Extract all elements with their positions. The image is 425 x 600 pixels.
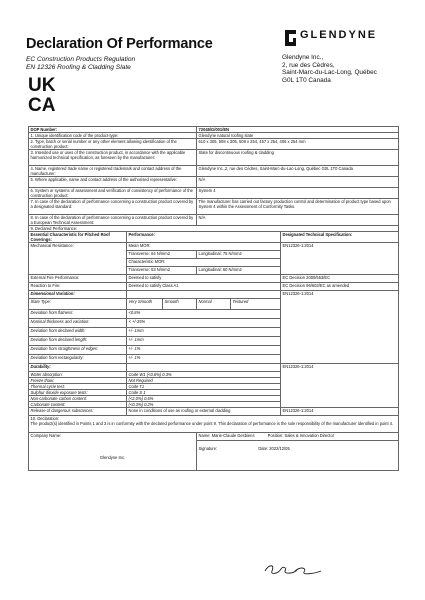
item-value: N/A [197, 177, 399, 188]
fire-reaction-value: Deemed to satisfy Class A1 [127, 283, 281, 291]
declaration-text: The product(s) identified in Points 1 and 3 is in conformity with the declared performance under point 9. This declaration of performance is the sole responsibility of the manufacturer identified in point 4. [30, 421, 394, 426]
dimension-label: Deviation from declared width: [29, 328, 127, 337]
subtitle-standard: EN 12326 Roofing & Cladding Slate [26, 64, 131, 71]
dimension-label: Deviation from flatness: [29, 310, 127, 319]
item-value: Glendyne natural roofing slate [197, 133, 399, 139]
table-row [29, 416, 399, 433]
ukca-mark-ca: CA [28, 95, 56, 114]
item-label: 1. Unique identification code of the product-type: [29, 133, 197, 139]
durability-row-value: Code S 1 [127, 390, 281, 396]
ukca-mark-uk: UK [28, 75, 56, 96]
dimension-value: < +/-35% [127, 319, 281, 328]
table-row [29, 243, 399, 251]
mechanical-spec: EN12326-1:2014 [281, 243, 399, 275]
durability-row-label: Freeze thaw: [29, 378, 127, 384]
perf-header-spec: Designated Technical Specification: [281, 232, 399, 243]
table-row [29, 433, 399, 441]
empty-cell [127, 364, 281, 372]
char-transverse: Transverse: 53 N/mm2 [127, 267, 197, 275]
fire-external-spec: EC Decision 2000/553/EC [281, 275, 399, 283]
manufacturer-address [282, 54, 377, 84]
signatory-name: Name: Marie-Claude Desbiens [198, 433, 255, 438]
char-longitudinal: Longitudinal: 60 N/mm2 [197, 267, 281, 275]
dimensional-label: Dimensional Variation: [29, 291, 127, 299]
table-row [29, 283, 399, 291]
subtitle-regulation: EC Construction Products Regulation [26, 56, 136, 63]
perf-header-characteristic: Essential Characteristic for Pitched Roof Coverings: [29, 232, 127, 243]
dimension-label: Deviation from straightness of edges: [29, 346, 127, 355]
mean-transverse: Transverse: 64 N/mm2 [127, 251, 197, 259]
fire-external-label: External Fire Performance: [29, 275, 127, 283]
item-label: 4. Name, registered trade name or registered trademark and contact address of the manufacturer: [29, 166, 197, 177]
item-label: 7. In case of the declaration of performance concerning a construction product covered by a designated standard: [29, 199, 197, 215]
dangerous-substances-label: Release of dangerous substances: [29, 408, 127, 416]
dangerous-substances-value: None in conditions of use as roofing or external cladding [127, 408, 281, 416]
durability-row-label: Sulphur dioxide exposure tests: [29, 390, 127, 396]
address-line: 2, rue des Cèdres, [282, 61, 335, 69]
durability-row-value: Code T1 [127, 384, 281, 390]
durability-row-value: (<2.0%) 0.6% [127, 396, 281, 402]
dimension-value: +/- 1% [127, 346, 281, 355]
item-label: 6. System or systems of assessment and verification of consistency of performance of the construction product: [29, 188, 197, 199]
dop-label: DOP Number: [29, 127, 197, 133]
dimension-value: +/- 1% [127, 355, 281, 364]
declaration-table [28, 126, 399, 471]
signature-label: Signature: [198, 446, 218, 451]
signature-date: Date: 2022/12/05 [258, 446, 290, 451]
table-row [29, 232, 399, 243]
item-label: 8. In case of the declaration of performance concerning a construction product covered by a European Technical Assessment: [29, 215, 197, 226]
item-label: 2. Type, batch or serial number or any other element allowing identification of the construction product: [29, 139, 197, 150]
signature-cell [197, 441, 399, 471]
slate-type-normal: Normal [197, 299, 231, 310]
durability-spec: EN12326-1:2014 [281, 364, 399, 408]
page-title: Declaration Of Performance [26, 36, 213, 52]
mean-mor-label: Mean MOR: [127, 243, 281, 251]
table-row [29, 177, 399, 188]
dimension-value: +/- 1mm [127, 328, 281, 337]
table-row [29, 199, 399, 215]
dimension-label: Deviation from declared length: [29, 337, 127, 346]
dimension-value: <0.8% [127, 310, 281, 319]
table-row [29, 275, 399, 283]
dimension-value: +/- 1mm [127, 337, 281, 346]
durability-row-label: Carbonate content: [29, 402, 127, 408]
address-line: G0L 1T0 Canada [282, 76, 331, 84]
declaration-section [29, 416, 399, 433]
declaration-label: 10. Declaration: [30, 416, 60, 421]
company-cell [29, 433, 197, 471]
section-9-label: 9. Declared Performance: [29, 226, 399, 232]
company-label: Company Name: [30, 433, 62, 438]
slate-type-very-smooth: Very Smooth [127, 299, 163, 310]
item-label: 5. Where applicable, name and contact address of the authorised representative: [29, 177, 197, 188]
slate-type-label: Slate Type: [29, 299, 127, 310]
item-value: Glendyne Inc.,2, rue des Cèdres, Saint-Marc-du-Lac-Long, Québec G0L 1T0 Canada [197, 166, 399, 177]
company-name: Glendyne Inc. [99, 455, 126, 460]
ukca-mark-icon [27, 74, 71, 114]
item-value: N/A [197, 215, 399, 226]
brand-name: GLENDYNE [300, 29, 378, 41]
slate-type-smooth: Smooth [163, 299, 197, 310]
handwritten-signature-icon [263, 562, 323, 576]
item-label: 3. Intended use or uses of the construction product, in accordance with the applicable harmonized technical specification, as foreseen by the manufacturer: [29, 150, 197, 166]
item-value: Slate for discontinuous roofing & cladding [197, 150, 399, 166]
signatory-cell [197, 433, 399, 441]
durability-row-value: Not Required [127, 378, 281, 384]
dimension-label: Nominal thickness and variation: [29, 319, 127, 328]
dimensional-spec: EN12326-1:2014 [281, 291, 399, 364]
dangerous-substances-spec: EN12326-1:2014 [281, 408, 399, 416]
mechanical-label: Mechanical Resistance: [29, 243, 127, 275]
dop-number: 72045/G/001/EN [197, 127, 399, 133]
slate-type-textured: Textured [231, 299, 281, 310]
durability-row-value: (<0.3%) 0.2% [127, 402, 281, 408]
durability-label: Durability: [29, 364, 127, 372]
item-value: The manufacturer has carried out factory production control and determination of product type based upon System 4 within the Assessment of Conformity Tasks. [197, 199, 399, 215]
table-row [29, 188, 399, 199]
table-row [29, 166, 399, 177]
table-row [29, 408, 399, 416]
item-value: System 4 [197, 188, 399, 199]
dimension-label: Deviation from rectangularity: [29, 355, 127, 364]
perf-header-performance: Performance: [127, 232, 281, 243]
durability-row-label: Water absorption: [29, 372, 127, 378]
durability-row-label: Thermal cycle test: [29, 384, 127, 390]
durability-row-value: Code W1 (<0.6%) 0.3% [127, 372, 281, 378]
table-row [29, 215, 399, 226]
fire-external-value: Deemed to satisfy [127, 275, 281, 283]
table-row [29, 139, 399, 150]
fire-reaction-label: Reaction to Fire: [29, 283, 127, 291]
mean-longitudinal: Longitudinal: 75 N/mm2 [197, 251, 281, 259]
signatory-position: Position: Sales & Innovation Director [267, 433, 335, 438]
empty-cell [127, 291, 281, 299]
table-row [29, 364, 399, 372]
address-line: Saint-Marc-du-Lac-Long, Québec [282, 69, 377, 77]
fire-reaction-spec: EC Decision 96/603/EC as amended [281, 283, 399, 291]
item-value: 610 x 305, 508 x 305, 508 x 254, 457 x 254, 406 x 254 mm [197, 139, 399, 150]
durability-row-label: Non-carbonate carbon content: [29, 396, 127, 402]
char-mor-label: Characteristic MOR: [127, 259, 281, 267]
table-row [29, 150, 399, 166]
table-row [29, 291, 399, 299]
address-line: Glendyne Inc., [282, 54, 324, 61]
